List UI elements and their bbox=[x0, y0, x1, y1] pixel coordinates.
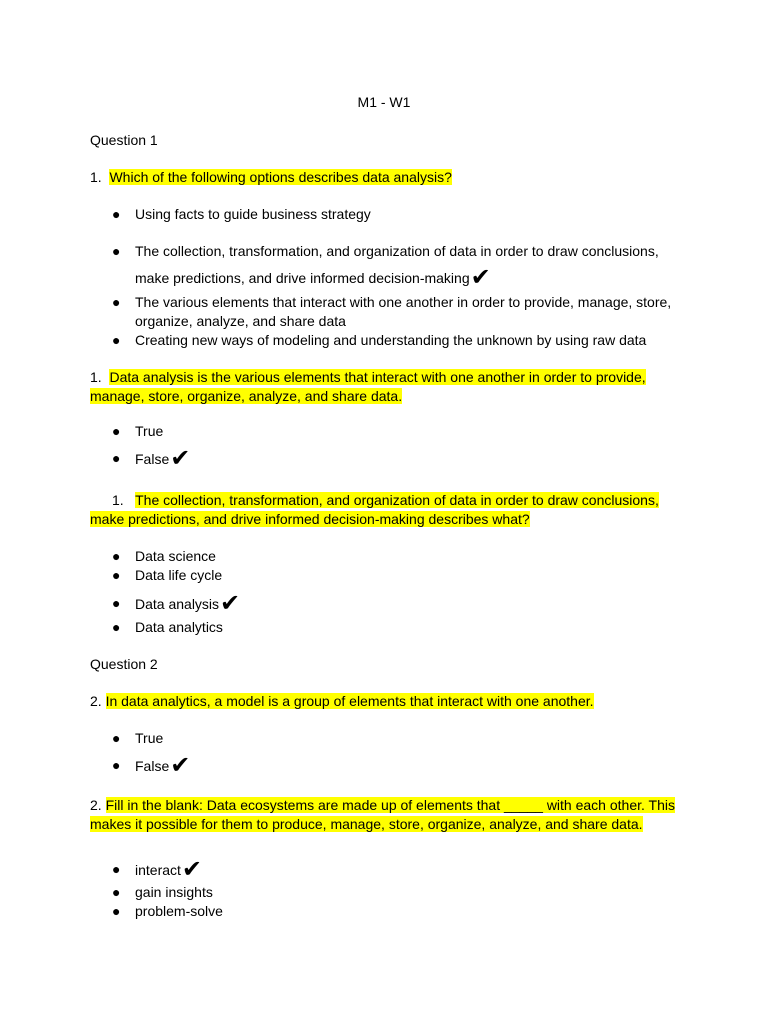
question-number: 1. bbox=[90, 169, 102, 185]
question-1a bbox=[90, 168, 680, 187]
question-text: Which of the following options describes data analysis? bbox=[109, 169, 452, 185]
option-label: The various elements that interact with one another in order to provide, manage, store, bbox=[135, 294, 672, 310]
check-mark-icon: ✔ bbox=[170, 445, 191, 472]
bullet-icon: ● bbox=[112, 294, 121, 310]
option-label: False bbox=[135, 451, 170, 467]
question-text: In data analytics, a model is a group of elements that interact with one another. bbox=[105, 693, 594, 709]
section-heading-question-1: Question 1 bbox=[90, 132, 158, 148]
question-text-line1: The collection, transformation, and organization of data in order to draw conclusions, bbox=[135, 492, 659, 508]
bullet-icon: ● bbox=[112, 423, 121, 439]
bullet-icon: ● bbox=[112, 757, 121, 773]
option-label-line2: make predictions, and drive informed decision-making bbox=[135, 270, 470, 286]
question-1b bbox=[90, 368, 680, 406]
question-number: 2. bbox=[90, 797, 102, 813]
bullet-icon: ● bbox=[112, 884, 121, 900]
option-label-line2: organize, analyze, and share data bbox=[135, 313, 346, 329]
option-label: gain insights bbox=[135, 884, 213, 900]
option-label: Creating new ways of modeling and understanding the unknown by using raw data bbox=[135, 332, 647, 348]
bullet-icon: ● bbox=[112, 619, 121, 635]
question-text: Data analysis is the various elements that interact with one another in order to provide, manage, store, organize, analyze, and share data. bbox=[90, 369, 646, 404]
option-label: The collection, transformation, and organization of data in order to draw conclusions, bbox=[135, 243, 659, 259]
option-label: Data life cycle bbox=[135, 567, 223, 583]
bullet-icon: ● bbox=[112, 243, 121, 259]
bullet-icon: ● bbox=[112, 332, 121, 348]
option-label: True bbox=[135, 423, 164, 439]
bullet-icon: ● bbox=[112, 595, 121, 611]
bullet-icon: ● bbox=[112, 548, 121, 564]
option-label: Data science bbox=[135, 548, 216, 564]
bullet-icon: ● bbox=[112, 861, 121, 877]
bullet-icon: ● bbox=[112, 903, 121, 919]
bullet-icon: ● bbox=[112, 567, 121, 583]
check-mark-icon: ✔ bbox=[220, 590, 241, 617]
question-text: Fill in the blank: Data ecosystems are made up of elements that _____ with each other. This makes it possible for them to produce, manage, store, organize, analyze, and share data. bbox=[90, 797, 675, 832]
option-label: False bbox=[135, 758, 170, 774]
bullet-icon: ● bbox=[112, 450, 121, 466]
option-label: interact bbox=[135, 862, 181, 878]
section-heading-question-2: Question 2 bbox=[90, 656, 158, 672]
question-2b bbox=[90, 796, 680, 834]
option-label: Data analysis bbox=[135, 596, 220, 612]
question-1c bbox=[90, 491, 680, 529]
question-number: 1. bbox=[90, 369, 102, 385]
check-mark-icon: ✔ bbox=[181, 856, 203, 883]
bullet-icon: ● bbox=[112, 206, 121, 222]
check-mark-icon: ✔ bbox=[170, 752, 191, 779]
option-label: Using facts to guide business strategy bbox=[135, 206, 371, 222]
option-label: True bbox=[135, 730, 164, 746]
option-label: problem-solve bbox=[135, 903, 223, 919]
bullet-icon: ● bbox=[112, 730, 121, 746]
question-number: 1. bbox=[112, 492, 124, 508]
page-title: M1 - W1 bbox=[357, 94, 411, 110]
check-mark-icon: ✔ bbox=[470, 264, 491, 291]
question-2a bbox=[90, 692, 680, 711]
question-text-line2: make predictions, and drive informed decision-making describes what? bbox=[90, 511, 530, 527]
option-label: Data analytics bbox=[135, 619, 223, 635]
question-number: 2. bbox=[90, 693, 102, 709]
